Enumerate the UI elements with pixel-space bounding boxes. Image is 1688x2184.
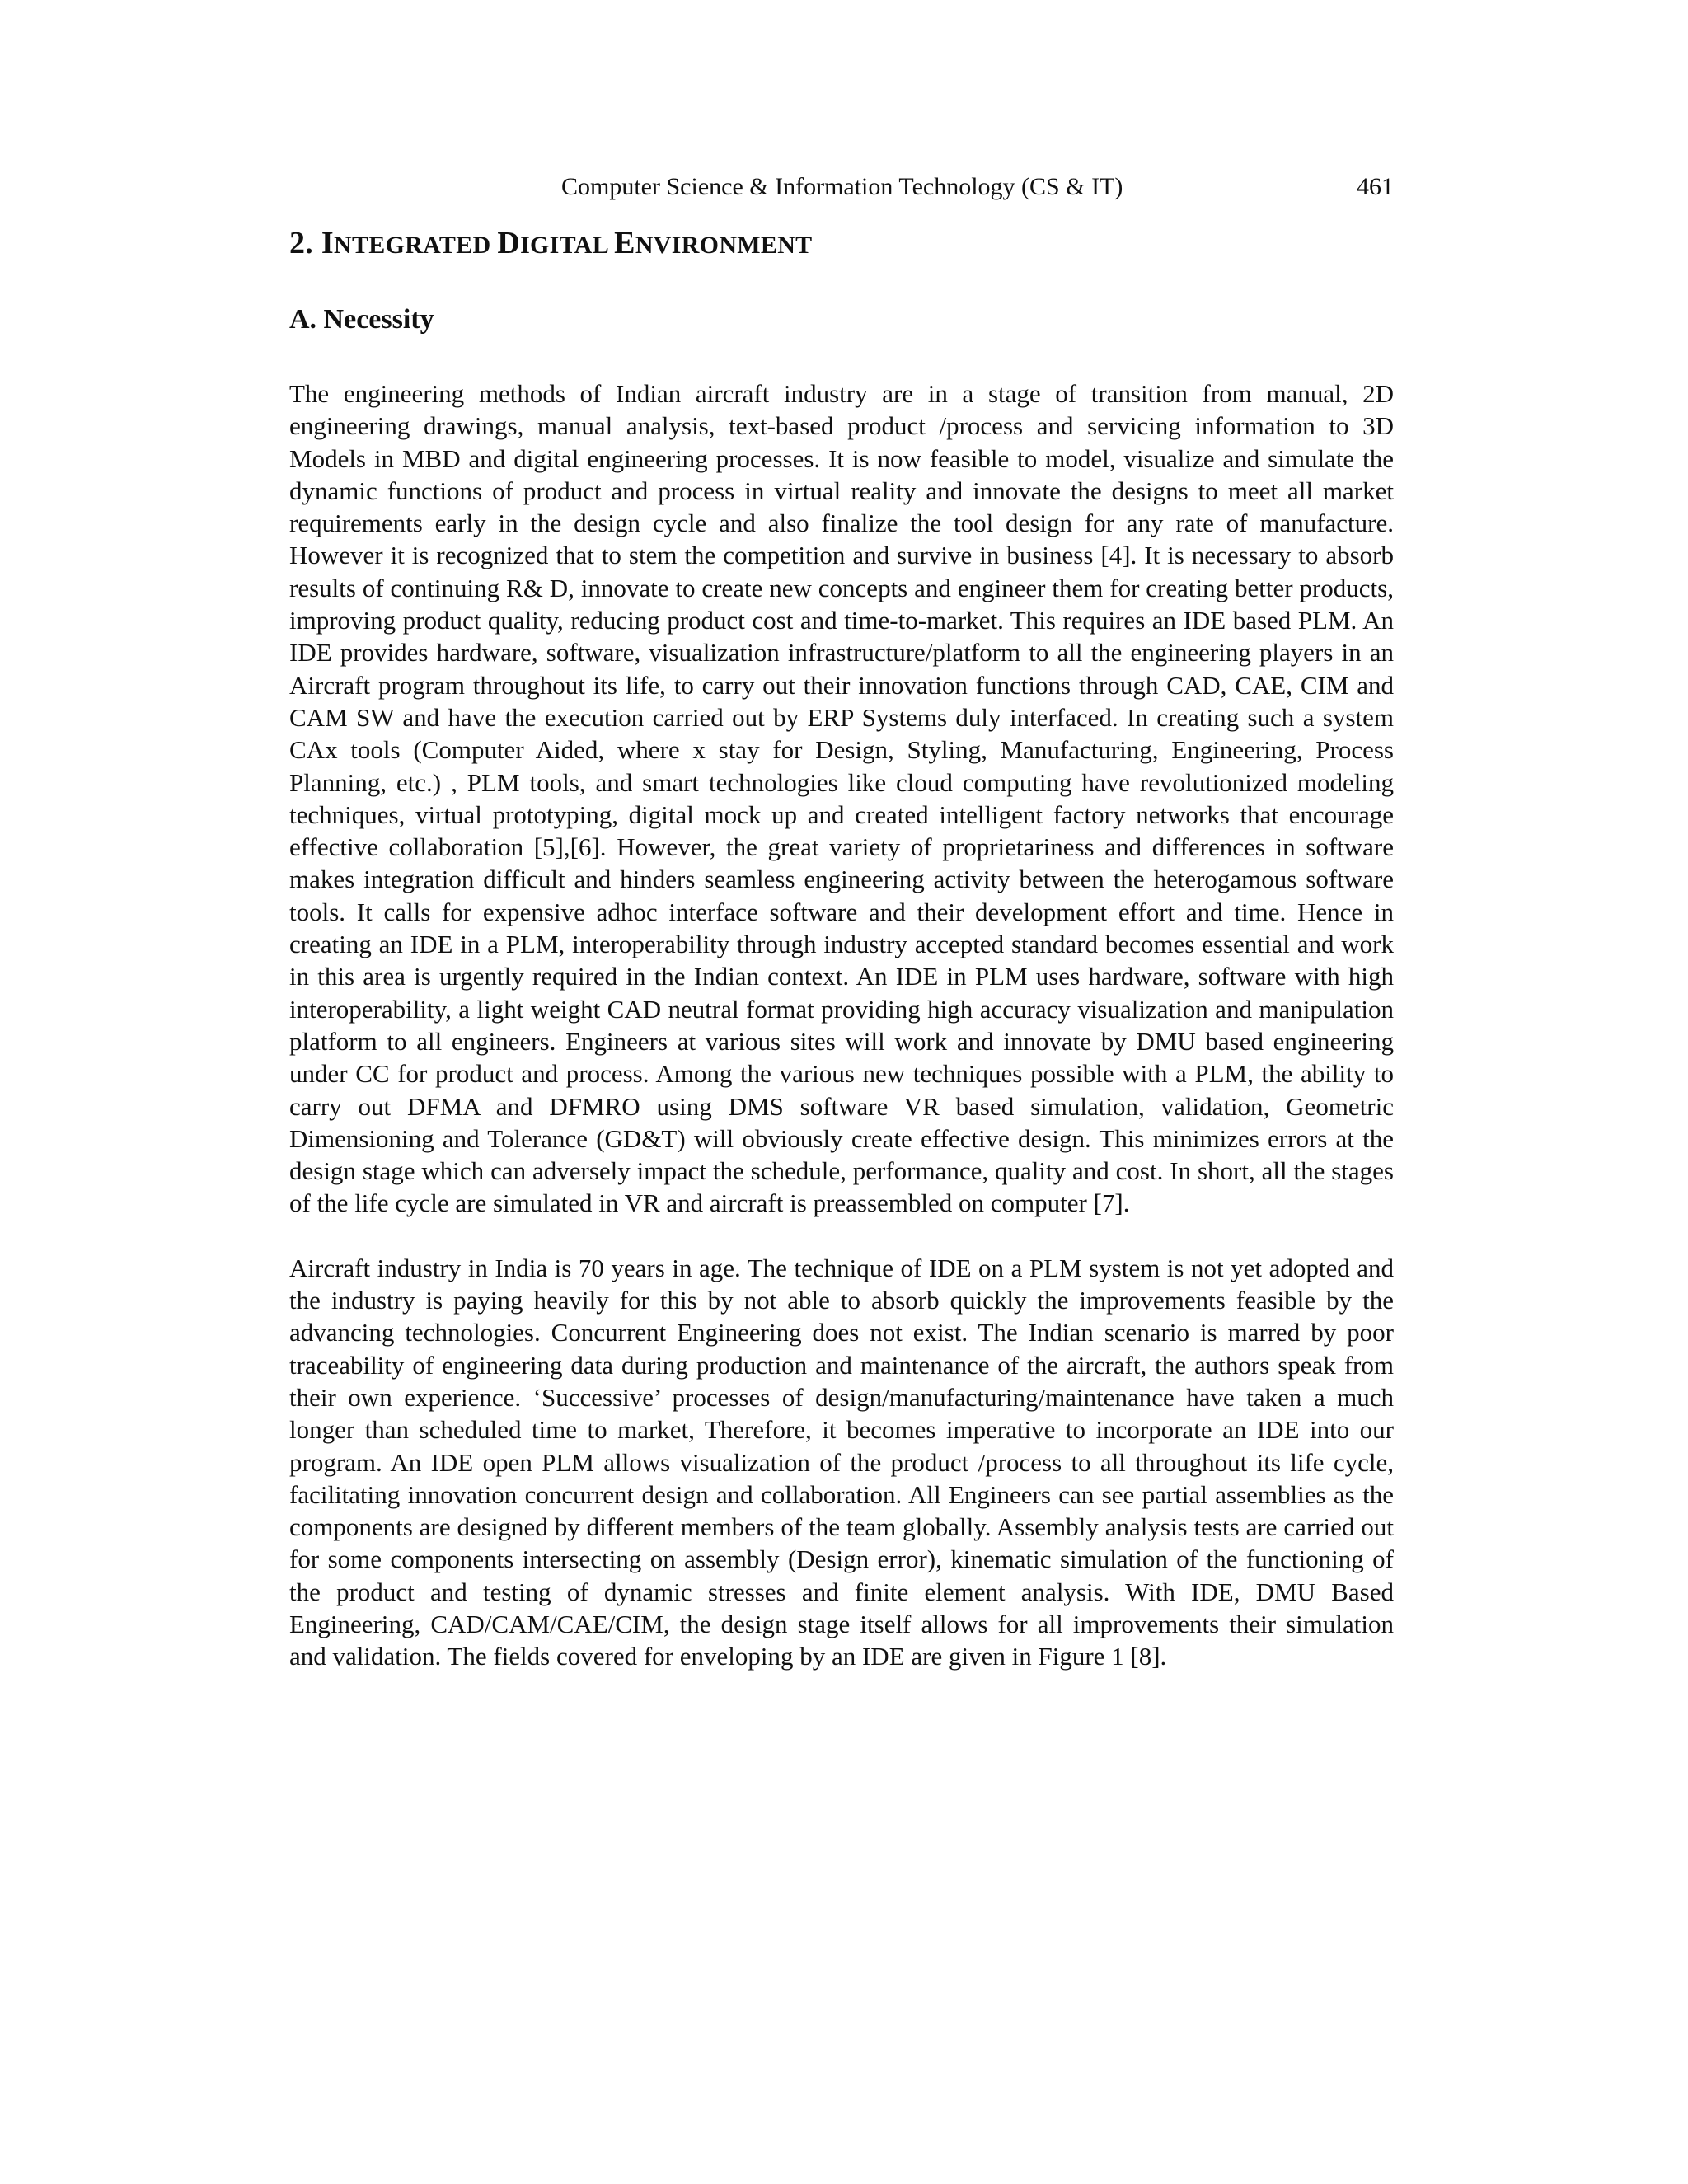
running-header [289, 169, 1394, 205]
section-title-initial-2: D [497, 226, 521, 260]
section-title-initial-3: E [614, 226, 635, 260]
section-title-rest-3: NVIRONMENT [635, 232, 813, 259]
subsection-heading: A. Necessity [289, 304, 434, 335]
paper-page [289, 169, 1394, 1673]
body-paragraph-2: Aircraft industry in India is 70 years in age. The technique of IDE on a PLM system is not yet adopted and the industry is paying heavily for this by not able to absorb quickly the improvements feasible by the advancing technologies. Concurrent Engineering does not exist. The Indian scenario is marred by poor traceability of engineering data during production and maintenance of the aircraft, the authors speak from their own experience. ‘Successive’ processes of design/manufacturing/maintenance have taken a much longer than scheduled time to market, Therefore, it becomes imperative to incorporate an IDE into our program. An IDE open PLM allows visualization of the product /process to all throughout its life cycle, facilitating innovation concurrent design and collaboration. All Engineers can see partial assemblies as the components are designed by different members of the team globally. Assembly analysis tests are carried out for some components intersecting on assembly (Design error), kinematic simulation of the functioning of the product and testing of dynamic stresses and finite element analysis. With IDE, DMU Based Engineering, CAD/CAM/CAE/CIM, the design stage itself allows for all improvements their simulation and validation. The fields covered for enveloping by an IDE are given in Figure 1 [8]. [289, 1253, 1394, 1671]
section-title-rest-1: NTEGRATED [334, 232, 498, 259]
section-heading [289, 222, 1394, 267]
page-number: 461 [1357, 173, 1394, 200]
section-title-initial-1: I [321, 226, 334, 260]
section-number: 2. [289, 226, 321, 260]
section-title-rest-2: IGITAL [520, 232, 615, 259]
body-paragraph-1: The engineering methods of Indian aircraft industry are in a stage of transition from manual, 2D engineering drawings, manual analysis, text-based product /process and servicing information to 3D Models in MBD and digital engineering processes. It is now feasible to model, visualize and simulate the dynamic functions of product and process in virtual reality and innovate the designs to meet all market requirements early in the design cycle and also finalize the tool design for any rate of manufacture. However it is recognized that to stem the competition and survive in business [4]. It is necessary to absorb results of continuing R& D, innovate to create new concepts and engineer them for creating better products, improving product quality, reducing product cost and time-to-market. This requires an IDE based PLM. An IDE provides hardware, software, visualization infrastructure/platform to all the engineering players in an Aircraft program throughout its life, to carry out their innovation functions through CAD, CAE, CIM and CAM SW and have the execution carried out by ERP Systems duly interfaced. In creating such a system CAx tools (Computer Aided, where x stay for Design, Styling, Manufacturing, Engineering, Process Planning, etc.) , PLM tools, and smart technologies like cloud computing have revolutionized modeling techniques, virtual prototyping, digital mock up and created intelligent factory networks that encourage effective collaboration [5],[6]. However, the great variety of proprietariness and differences in software makes integration difficult and hinders seamless engineering activity between the heterogamous software tools. It calls for expensive adhoc interface software and their development effort and time. Hence in creating an IDE in a PLM, interoperability through industry accepted standard becomes essential and work in this area is urgently required in the Indian context. An IDE in PLM uses hardware, software with high interoperability, a light weight CAD neutral format providing high accuracy visualization and manipulation platform to all engineers. Engineers at various sites will work and innovate by DMU based engineering under CC for product and process. Among the various new techniques possible with a PLM, the ability to carry out DFMA and DFMRO using DMS software VR based simulation, validation, Geometric Dimensioning and Tolerance (GD&T) will obviously create effective design. This minimizes errors at the design stage which can adversely impact the schedule, performance, quality and cost. In short, all the stages of the life cycle are simulated in VR and aircraft is preassembled on computer [7]. [289, 379, 1394, 1218]
journal-title: Computer Science & Information Technology (CS & IT) [561, 173, 1123, 200]
